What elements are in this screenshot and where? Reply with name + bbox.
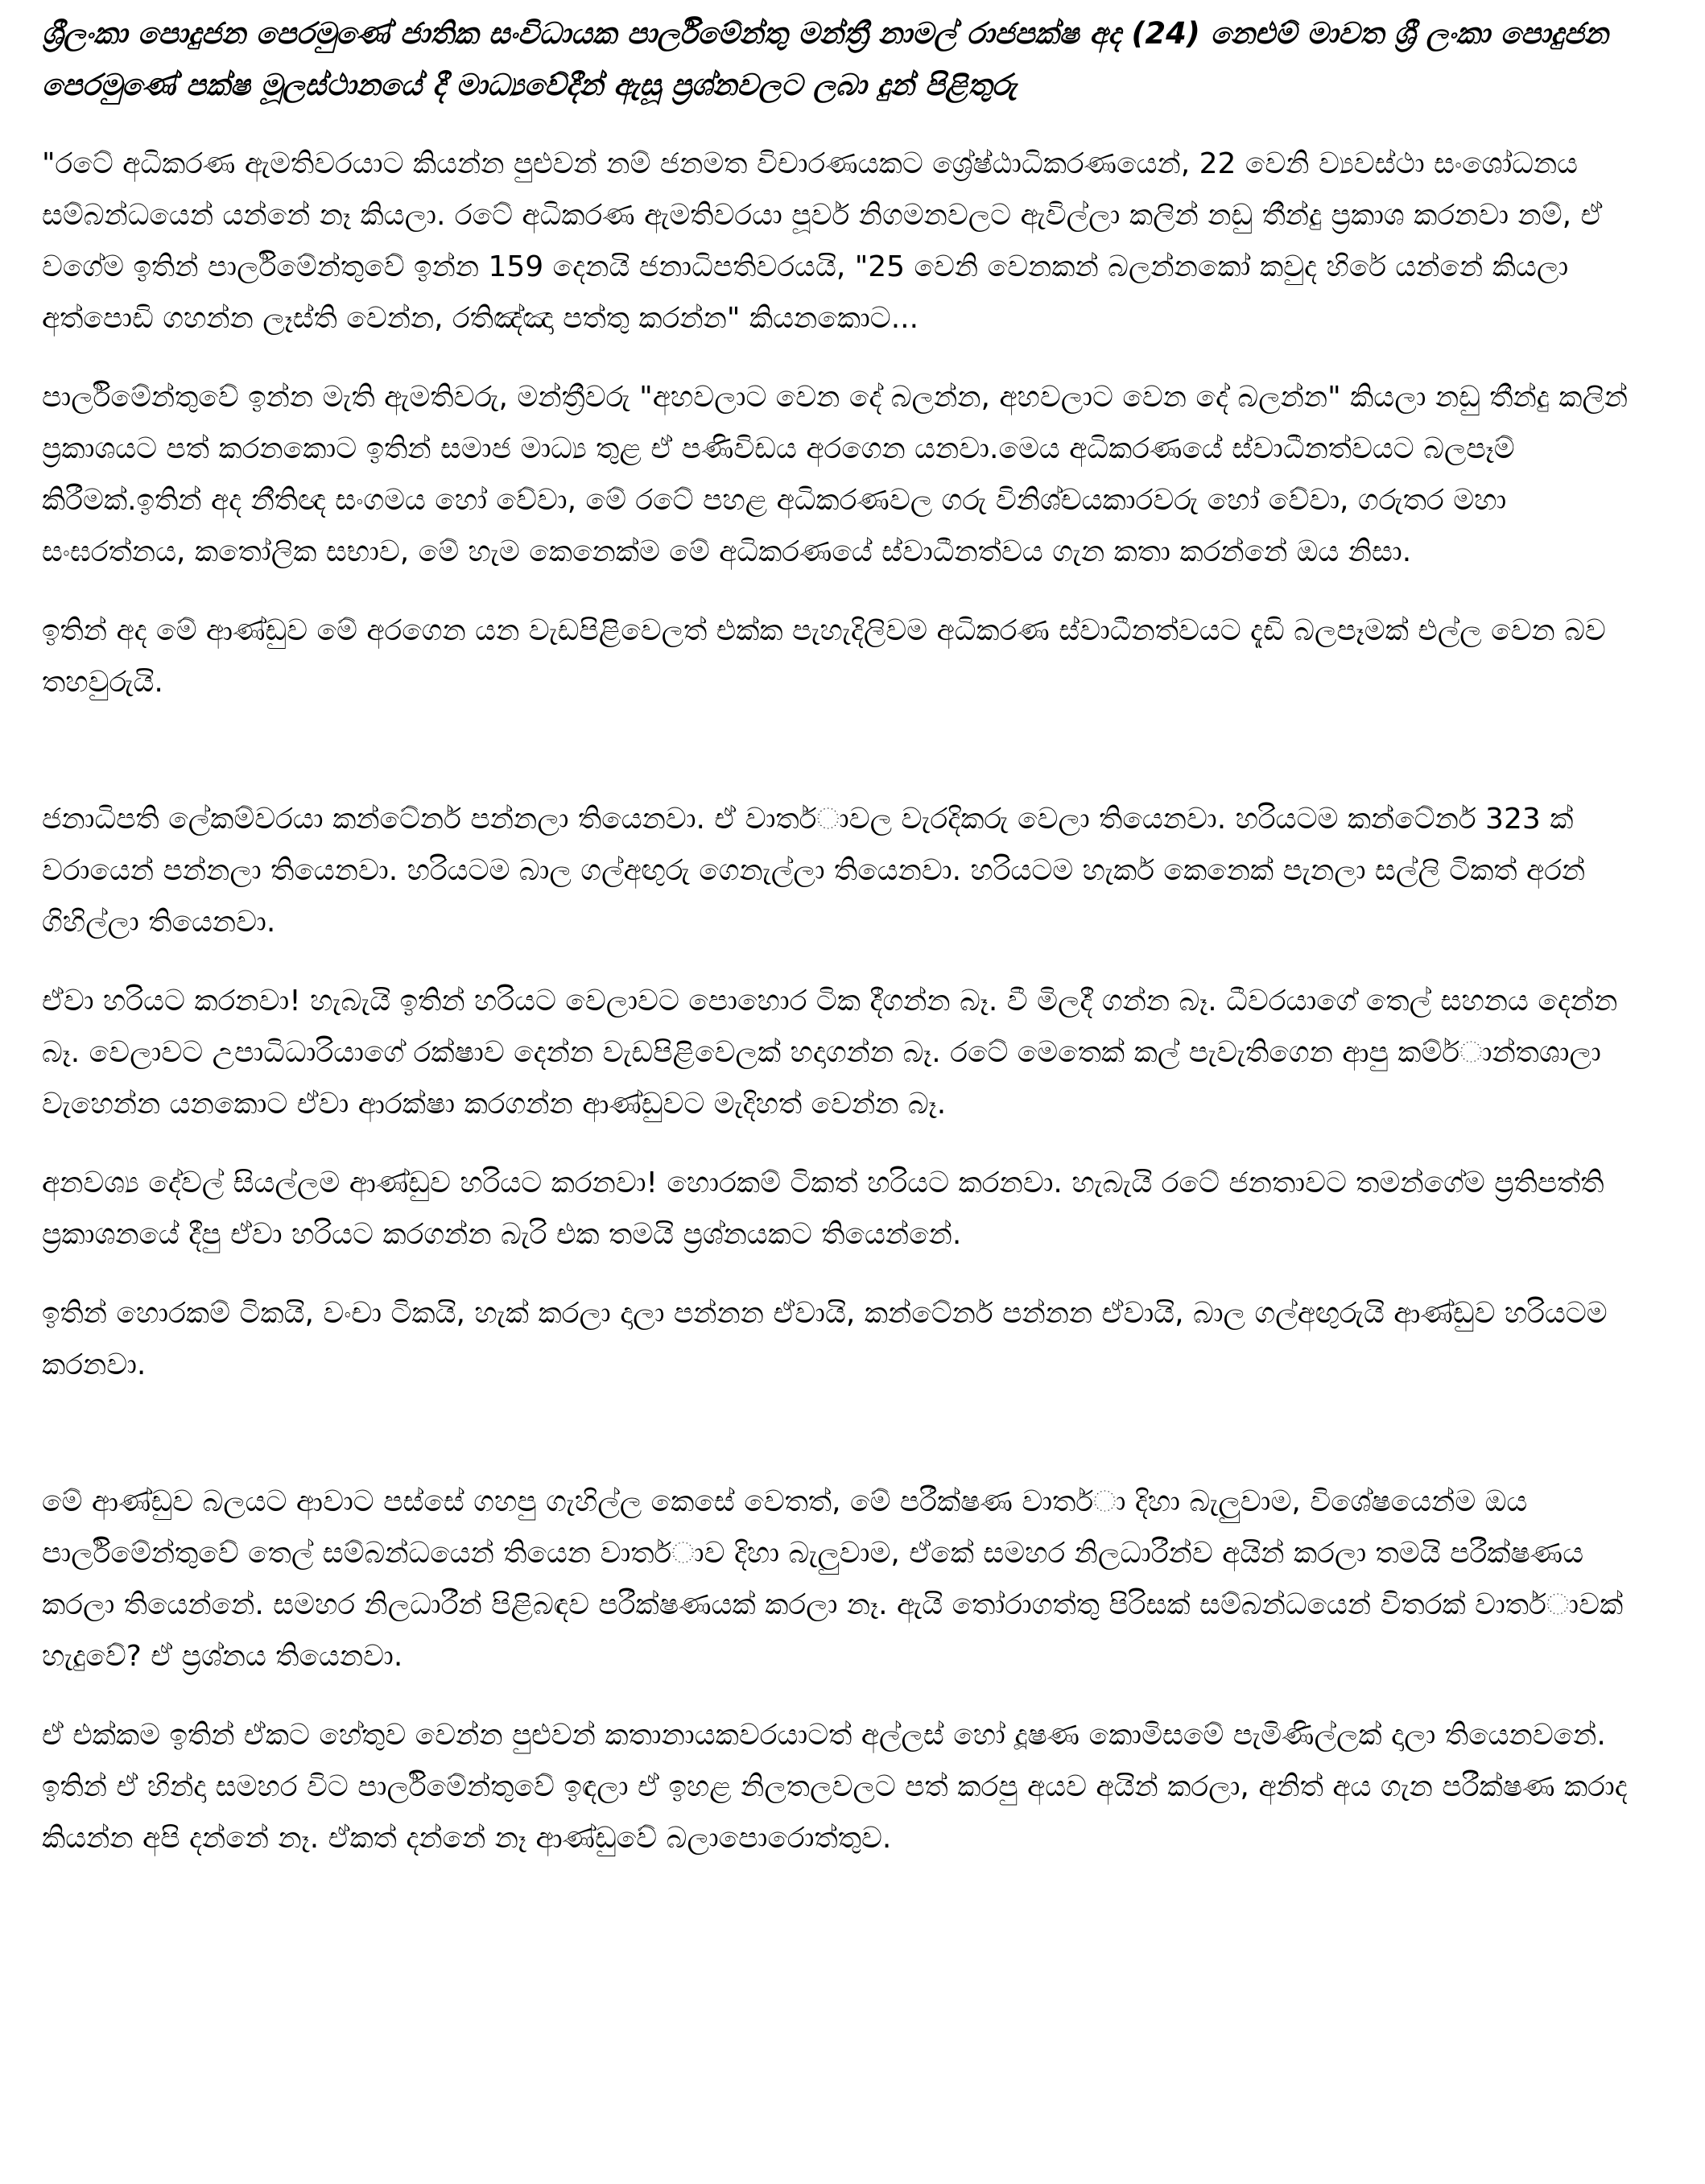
section-spacer-2 <box>42 1418 1636 1476</box>
article-paragraph-6: අනවශ්‍ය දේවල් සියල්ලම ආණ්ඩුව හරියට කරනවා! හොරකම් ටිකත් හරියට කරනවා. හැබැයි රටේ ජනතාවට තමන්ගේම ප්‍රතිපත්ති ප්‍රකාශනයේ දීපු ඒවා හරියට කරගන්න බැරි එක තමයි ප්‍රශ්නයකට තියෙන්නේ. <box>42 1166 1604 1251</box>
article-paragraph-5: ඒවා හරියට කරනවා! හැබැයි ඉතින් හරියට වෙලාවට පොහොර ටික දීගන්න බෑ. වී මිලදී ගන්න බෑ. ධීවරයාගේ තෙල් සහනය දෙන්න බෑ. වෙලාවට උපාධිධාරියාගේ රක්ෂාව දෙන්න වැඩපිළිවෙලක් හදාගන්න බෑ. රටේ මෙතෙක් කල් පැවැතිගෙන ආපු කම්ර්ාන්තශාලා වැහෙන්න යනකොට ඒවා ආරක්ෂා කරගන්න ආණ්ඩුවට මැදිහත් වෙන්න බෑ. <box>42 985 1618 1121</box>
article-paragraph-7: ඉතින් හොරකම් ටිකයි, වංචා ටිකයි, හැක් කරලා දාලා පන්නන ඒවායි, කන්ටේනර් පන්නන ඒවායි, බාල ගල්අඟුරුයි ආණ්ඩුව හරියටම කරනවා. <box>42 1297 1608 1381</box>
article-headline: ශ්‍රීලංකා පොදුජන පෙරමුණේ ජාතික සංවිධායක පාර්ලිමේන්තු මන්ත්‍රී නාමල් රාජපක්ෂ අද (24) නෙළුම් මාවත ශ්‍රී ලංකා පොදුජන පෙරමුණේ පක්ෂ මූලස්ථානයේ දී මාධ්‍යවේදීන් ඇසූ ප්‍රශ්නවලට ලබා දුන් පිළිතුරු <box>42 16 1608 102</box>
article-paragraph-3: ඉතින් අද මේ ආණ්ඩුව මේ අරගෙන යන වැඩපිළිවෙලත් එක්ක පැහැදිලිවම අධිකරණ ස්වාධීනත්වයට දැඩි බලපෑමක් එල්ල වෙන බව තහවුරුයි. <box>42 614 1606 699</box>
article-paragraph-2: පාර්ලිමේන්තුවේ ඉන්න මැති ඇමතිවරු, මන්ත්‍රීවරු "අහවලාට වෙන දේ බලන්න, අහවලාට වෙන දේ බලන්න" කියලා නඩු තීන්දු කලින් ප්‍රකාශයට පත් කරනකොට ඉතින් සමාජ මාධ්‍ය තුළ ඒ පණිවිඩය අරගෙන යනවා.මෙය අධිකරණයේ ස්වාධීනත්වයට බලපෑම් කිරීමක්.ඉතින් අද නීතිඥ සංගමය හෝ වේවා, මේ රටේ පහළ අධිකරණවල ගරු විනිශ්චයකාරවරු හෝ වේවා, ගරුතර මහා සංඝරත්නය, කතෝලික සභාව, මේ හැම කෙනෙක්ම මේ අධිකරණයේ ස්වාධීනත්වය ගැන කතා කරන්නේ ඔය නිසා. <box>42 381 1629 568</box>
section-spacer-1 <box>42 736 1636 794</box>
article-paragraph-9: ඒ එක්කම ඉතින් ඒකට හේතුව වෙන්න පුළුවන් කතානායකවරයාටත් අල්ලස් හෝ දූෂණ කොමිසමේ පැමිණිල්ලක් දාලා තියෙනවනේ. ඉතින් ඒ හින්දා සමහර විට පාර්ලිමේන්තුවේ ඉඳලා ඒ ඉහළ නිලතලවලට පත් කරපු අයව අයින් කරලා, අනිත් අය ගැන පරීක්ෂණ කරාද කියන්න අපි දන්නේ නෑ. ඒකත් දන්නේ නෑ ආණ්ඩුවේ බලාපොරොත්තුව. <box>42 1719 1628 1855</box>
article-paragraph-4: ජනාධිපති ලේකම්වරයා කන්ටේනර් පන්නලා තියෙනවා. ඒ වාතර්ාවල වැරදිකරු වෙලා තියෙනවා. හරියටම කන්ටේනර් 323 ක් වරායෙන් පන්නලා තියෙනවා. හරියටම බාල ගල්අඟුරු ගෙනැල්ලා තියෙනවා. හරියටම හැකර් කෙනෙක් පැනලා සල්ලි ටිකත් අරන් ගිහිල්ලා තියෙනවා. <box>42 803 1586 939</box>
article-page <box>42 8 1636 2178</box>
article-paragraph-1: "රටේ අධිකරණ ඇමතිවරයාට කියන්න පුළුවන් නම් ජනමත විචාරණයකට ශ්‍රේෂ්ඨාධිකරණයෙන්, 22 වෙනි ව්‍යවස්ථා සංශෝධනය සම්බන්ධයෙන් යන්නේ නෑ කියලා. රටේ අධිකරණ ඇමතිවරයා පූර්ව නිගමනවලට ඇවිල්ලා කලින් නඩු තීන්දු ප්‍රකාශ කරනවා නම්, ඒ වගේම ඉතින් පාර්ලිමේන්තුවේ ඉන්න 159 දෙනයි ජනාධිපතිවරයයි, "25 වෙනි වෙනකන් බලන්නකෝ කවුද හිරේ යන්නේ කියලා අත්පොඩි ගහන්න ලෑස්ති වෙන්න, රතිඤ්ඤා පත්තු කරන්න" කියනකොට... <box>42 147 1603 335</box>
article-paragraph-8: මේ ආණ්ඩුව බලයට ආවාට පස්සේ ගහපු ගැහිල්ල කෙසේ වෙතත්, මේ පරීක්ෂණ වාතර්ා දිහා බැලුවාම, විශේෂයෙන්ම ඔය පාර්ලිමේන්තුවේ තෙල් සම්බන්ධයෙන් තියෙන වාතර්ාව දිහා බැලුවාම, ඒකේ සමහර නිලධාරීන්ව අයින් කරලා තමයි පරීක්ෂණය කරලා තියෙන්නේ. සමහර නිලධාරීන් පිළිබඳව පරීක්ෂණයක් කරලා නෑ. ඇයි තෝරාගත්තු පිරිසක් සම්බන්ධයෙන් විතරක් වාතර්ාවක් හැදුවේ? ඒ ප්‍රශ්නය තියෙනවා. <box>42 1485 1624 1673</box>
